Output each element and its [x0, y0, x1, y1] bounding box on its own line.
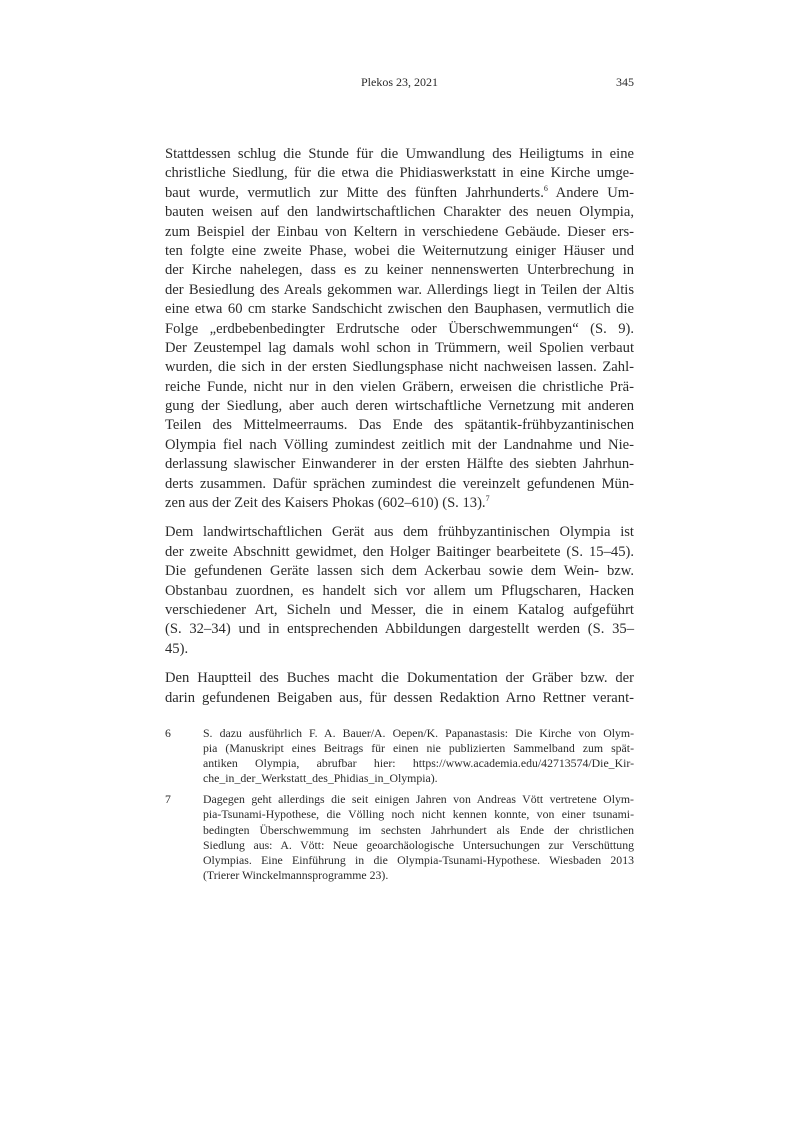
line-text: S. dazu ausführlich F. A. Bauer/A. Oepen/K. Papanastasis: Die Kirche von Olym- [203, 726, 634, 740]
text-line [203, 756, 634, 771]
line-text: (S. 32–34) und in entsprechenden Abbildungen dargestellt werden (S. 35– [165, 621, 634, 638]
text-line [203, 741, 634, 756]
line-text: pia-Tsunami-Hypothese, die Völling noch nicht kennen konnte, von einer tsunami- [203, 807, 634, 822]
line-text: zen aus der Zeit des Kaisers Phokas (602–610) (S. 13). [165, 495, 486, 512]
text-line [165, 562, 634, 581]
text-line [165, 242, 634, 261]
text-line [165, 261, 634, 280]
line-text: derts zusammen. Dafür sprächen zumindest die vereinzelt gefundenen Mün- [165, 475, 634, 492]
text-line [165, 543, 634, 562]
line-text: Der Zeustempel lag damals wohl schon in Trümmern, weil Spolien verbaut [165, 339, 634, 356]
paragraph [165, 523, 634, 659]
text-line [165, 203, 634, 222]
text-line [203, 771, 634, 786]
page-number: 345 [616, 75, 634, 89]
text-line [203, 792, 634, 807]
line-text: antiken Olympia, abrufbar hier: https://www.academia.edu/42713574/Die_Kir- [203, 756, 634, 771]
text-line [165, 320, 634, 339]
text-line [203, 853, 634, 868]
text-line [165, 669, 634, 688]
text-line [165, 455, 634, 474]
text-line [165, 184, 634, 203]
line-text: pia (Manuskript eines Beitrags für einen nie publizierten Sammelband zum spät- [203, 741, 634, 756]
text-line [203, 868, 634, 883]
running-head [165, 75, 634, 93]
text-line [165, 358, 634, 377]
footnote-text [203, 726, 634, 786]
line-text: Olympias. Eine Einführung in die Olympia-Tsunami-Hypothese. Wiesbaden 2013 [203, 852, 634, 867]
text-line [165, 397, 634, 416]
line-text: der zweite Abschnitt gewidmet, den Holger Baitinger bearbeitete (S. 15–45). [165, 543, 634, 560]
footnote-number: 7 [165, 792, 171, 807]
journal-citation: Plekos 23, 2021 [360, 75, 438, 89]
text-line [165, 300, 634, 319]
paragraph [165, 669, 634, 708]
text-line [165, 523, 634, 542]
text-line [165, 223, 634, 242]
line-text: zum Beispiel der Einbau von Keltern in verschiedene Gebäude. Dieser ers- [165, 223, 634, 240]
text-line [165, 620, 634, 639]
footnote-text [203, 792, 634, 883]
line-text: Dagegen geht allerdings die seit einigen Jahren von Andreas Vött vertretene Olym- [203, 792, 634, 807]
line-text: verschiedener Art, Sicheln und Messer, die in einem Katalog aufgeführt [165, 601, 634, 618]
line-text: ten folgte eine zweite Phase, wobei die Weiternutzung einiger Häuser und [165, 242, 634, 259]
footnote-reference: 7 [485, 494, 490, 504]
text-line [203, 823, 634, 838]
line-text: Folge „erdbebenbedingter Erdrutsche oder Überschwemmungen“ (S. 9). [165, 320, 634, 337]
text-line [165, 281, 634, 300]
line-text: (Trierer Winckelmannsprogramme 23). [203, 867, 389, 882]
line-text: bedingten Überschwemmung im sechsten Jahrhundert als Ende der christlichen [203, 822, 634, 837]
line-text: Obstanbau zuordnen, es handelt sich vor allem um Pflugscharen, Hacken [165, 582, 634, 599]
text-line [165, 494, 634, 513]
line-text: che_in_der_Werkstatt_des_Phidias_in_Olympia). [203, 771, 438, 786]
footnote [165, 792, 634, 883]
line-text: 45). [165, 640, 189, 657]
line-text: der Besiedlung des Areals gekommen war. Allerdings liegt in Teilen der Altis [165, 281, 634, 298]
text-line [203, 726, 634, 741]
text-line [203, 838, 634, 853]
text-line [165, 640, 634, 659]
text-line [165, 145, 634, 164]
line-text: Stattdessen schlug die Stunde für die Umwandlung des Heiligtums in eine [165, 146, 634, 162]
text-line [203, 807, 634, 822]
line-text: Teilen des Mittelmeerraums. Das Ende des spätantik-frühbyzantinischen [165, 417, 634, 434]
text-line [165, 582, 634, 601]
line-text: gung der Siedlung, aber auch deren wirtschaftliche Vernetzung mit anderen [165, 398, 634, 415]
line-text: baut wurde, vermutlich zur Mitte des fünften Jahrhunderts. [165, 184, 544, 201]
footnote-reference: 6 [543, 183, 548, 193]
text-line [165, 689, 634, 708]
text-line [165, 436, 634, 455]
text-line [165, 601, 634, 620]
line-text: Siedlung aus: A. Vött: Neue geoarchäologische Untersuchungen zur Verschüttung [203, 837, 634, 852]
paragraph [165, 145, 634, 513]
footnote-number: 6 [165, 726, 171, 740]
text-line [165, 475, 634, 494]
line-text: wurden, die sich in der ersten Siedlungsphase nicht nachweisen lassen. Zahl- [165, 359, 634, 376]
footnotes [165, 726, 634, 889]
line-text: Den Hauptteil des Buches macht die Dokumentation der Gräber bzw. der [165, 670, 634, 687]
body-text [165, 145, 634, 718]
text-line [165, 164, 634, 183]
line-text: der Kirche nahelegen, dass es zu keiner nennenswerten Unterbrechung in [165, 262, 634, 279]
line-text: christliche Siedlung, für die etwa die Phidiaswerkstatt in eine Kirche umge- [165, 165, 634, 182]
text-line [165, 339, 634, 358]
line-text: reiche Funde, nicht nur in den vielen Gräbern, erweisen die christliche Prä- [165, 378, 634, 395]
footnote [165, 726, 634, 786]
line-text: Andere Um- [547, 184, 634, 201]
text-line [165, 378, 634, 397]
text-line [165, 416, 634, 435]
line-text: Olympia fiel nach Völling zumindest zeitlich mit der Landnahme und Nie- [165, 436, 634, 453]
line-text: Dem landwirtschaftlichen Gerät aus dem frühbyzantinischen Olympia ist [165, 524, 634, 541]
line-text: eine etwa 60 cm starke Sandschicht zwischen den Bauphasen, vermutlich die [165, 301, 634, 318]
line-text: bauten weisen auf den landwirtschaftlichen Charakter des neuen Olympia, [165, 204, 634, 221]
line-text: darin gefundenen Beigaben aus, für dessen Redaktion Arno Rettner verant- [165, 689, 634, 706]
line-text: Die gefundenen Geräte lassen sich dem Ackerbau sowie dem Wein- bzw. [165, 563, 634, 580]
line-text: derlassung slawischer Einwanderer in der ersten Hälfte des siebten Jahrhun- [165, 456, 634, 473]
